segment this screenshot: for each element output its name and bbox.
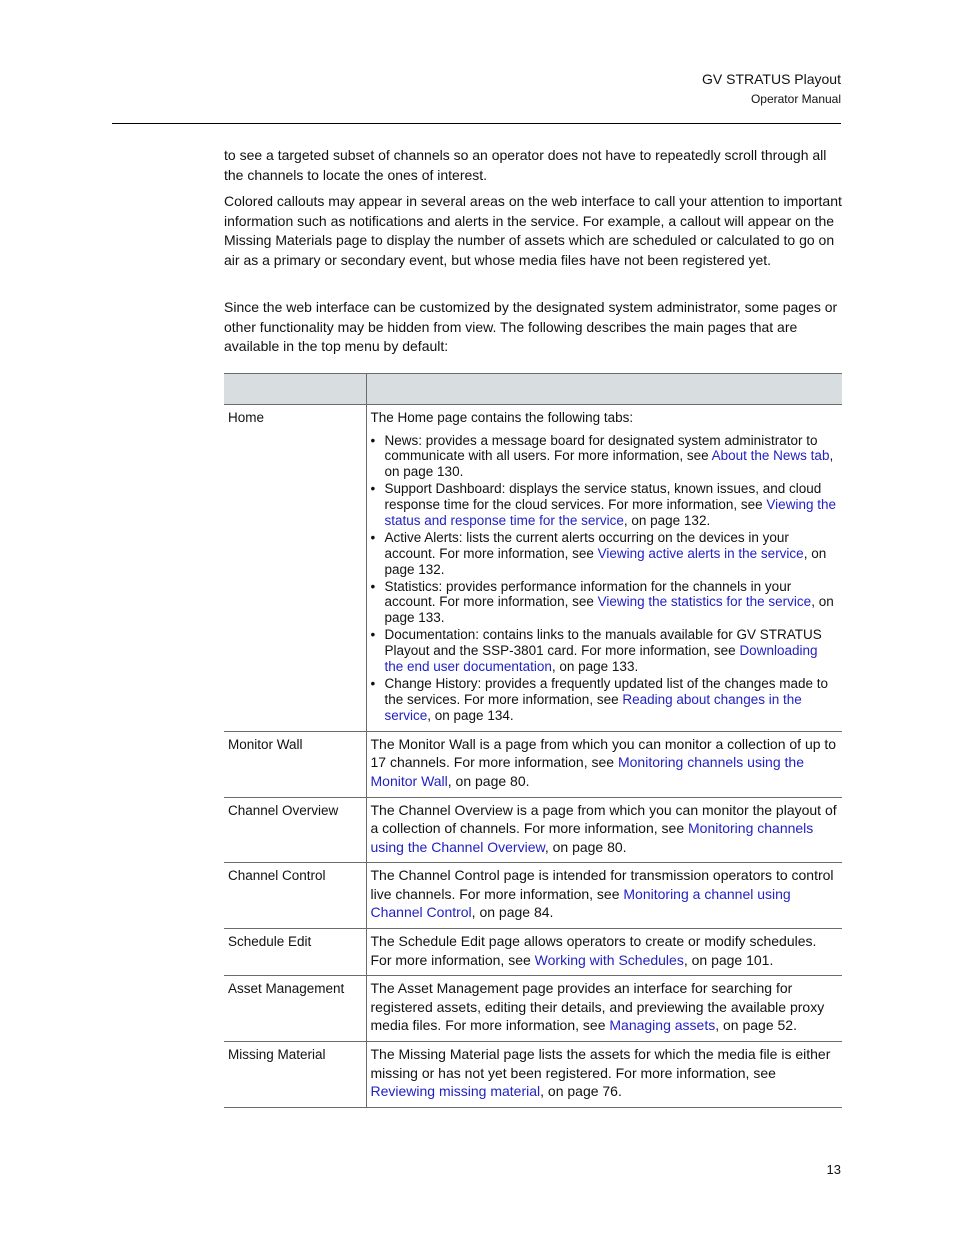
cross-reference-link[interactable]: Reading about changes in the service (384, 691, 802, 723)
cross-reference-link[interactable]: Viewing active alerts in the service (597, 545, 804, 561)
bullet-icon: • (370, 481, 376, 497)
page-reference: , on page 130. (384, 448, 834, 480)
page-reference: , on page 134. (427, 707, 514, 723)
list-item (370, 529, 839, 577)
page-description-cell (366, 797, 842, 863)
table-header-cell (366, 374, 842, 405)
cross-reference-link[interactable]: Monitoring channels using the Channel Overview (370, 820, 814, 855)
page-description-cell (366, 863, 842, 929)
list-item (370, 432, 839, 480)
page-name-cell: Channel Control (224, 863, 366, 929)
page-description-cell (366, 405, 842, 732)
cross-reference-link[interactable]: Viewing the statistics for the service (597, 594, 812, 610)
list-item (370, 676, 839, 723)
list-item (370, 578, 839, 626)
page-name-cell: Monitor Wall (224, 731, 366, 797)
table-row (224, 863, 842, 929)
header-rule (112, 123, 841, 124)
page-name-cell: Channel Overview (224, 797, 366, 863)
item-text: Documentation: contains links to the manuals available for GV STRATUS Playout and the SSP-3801 card. For more information, see (384, 627, 822, 659)
bullet-icon: • (370, 578, 376, 594)
cross-reference-link[interactable]: Viewing the status and response time for the service (384, 497, 836, 528)
description-text: The Channel Overview is a page from which you can monitor the playout of a collection of channels. For more information, see (370, 801, 837, 837)
page-reference: , on page 132. (623, 512, 711, 528)
page-reference: , on page 133. (551, 658, 639, 674)
table-row (224, 1042, 842, 1108)
table-row (224, 797, 842, 863)
page-description-cell (366, 1042, 842, 1108)
page-reference: , on page 101. (683, 951, 774, 968)
table-header-row (224, 374, 842, 405)
page-reference: , on page 84. (471, 904, 554, 921)
table-header-cell (224, 374, 366, 405)
description-text: The Monitor Wall is a page from which you can monitor a collection of up to 17 channels. For more information, see (370, 735, 837, 771)
cross-reference-link[interactable]: Managing assets (609, 1017, 716, 1034)
cross-reference-link[interactable]: Reviewing missing material (370, 1083, 541, 1100)
item-text: Active Alerts: lists the current alerts occurring on the devices in your account. For more information, see (384, 529, 789, 561)
page-reference: , on page 76. (540, 1083, 622, 1100)
cross-reference-link[interactable]: Downloading the end user documentation (384, 643, 818, 674)
header-subtitle: Operator Manual (750, 92, 841, 106)
item-text: Support Dashboard: displays the service status, known issues, and cloud response time for the cloud services. For more information, see (384, 481, 822, 513)
page-reference: , on page 133. (384, 594, 834, 626)
page-reference: , on page 80. (447, 772, 530, 789)
home-intro-text: The Home page contains the following tabs: (370, 410, 634, 425)
cross-reference-link[interactable]: Working with Schedules (534, 951, 684, 968)
bullet-icon: • (370, 432, 376, 448)
header-title: GV STRATUS Playout (701, 71, 841, 87)
page-name-cell: Schedule Edit (224, 929, 366, 976)
list-item (370, 627, 839, 674)
paragraph-3: Since the web interface can be customized by the designated system administrator, some pages or other functionality may be hidden from view. The following describes the main pages that are available in the top menu by default: (224, 299, 838, 355)
cross-reference-link[interactable]: Monitoring a channel using Channel Control (370, 885, 791, 921)
page-name-cell: Asset Management (224, 976, 366, 1042)
page-description-cell (366, 976, 842, 1042)
page-reference: , on page 132. (384, 545, 827, 577)
table-row (224, 976, 842, 1042)
page-number: 13 (826, 1162, 841, 1177)
item-text: Statistics: provides performance information for the channels in your account. For more information, see (384, 578, 792, 610)
home-tabs-list (371, 433, 839, 724)
page-name-cell: Home (224, 405, 366, 732)
item-text: Change History: provides a frequently updated list of the changes made to the services. For more information, see (384, 676, 829, 707)
bullet-icon: • (370, 627, 376, 643)
bullet-icon: • (370, 676, 376, 692)
bullet-icon: • (370, 529, 376, 545)
paragraph-2: Colored callouts may appear in several areas on the web interface to call your attention to important information such as notifications and alerts in the service. For example, a callout will appear on the Missing Materials page to display the number of assets which are scheduled or calculated to go on air as a primary or secondary event, but whose media files have not been registered yet. (224, 193, 842, 268)
table-row (224, 731, 842, 797)
pages-table (224, 373, 842, 1108)
page-reference: , on page 52. (715, 1017, 797, 1034)
page-description-cell (366, 929, 842, 976)
table-row (224, 929, 842, 976)
item-text: News: provides a message board for designated system administrator to communicate with all users. For more information, see (384, 432, 818, 464)
page-name-cell: Missing Material (224, 1042, 366, 1108)
description-text: The Channel Control page is intended for transmission operators to control live channels. For more information, see (370, 867, 834, 902)
cross-reference-link[interactable]: About the News tab (711, 448, 830, 464)
list-item (370, 481, 839, 528)
description-text: The Asset Management page provides an interface for searching for registered assets, editing their details, and previewing the available proxy media files. For more information, see (370, 980, 825, 1034)
paragraph-1: to see a targeted subset of channels so an operator does not have to repeatedly scroll through all the channels to locate the ones of interest. (224, 147, 827, 183)
page-description-cell (366, 731, 842, 797)
description-text: The Missing Material page lists the assets for which the media file is either missing or has not yet been registered. For more information, see (370, 1046, 831, 1081)
table-row (224, 405, 842, 732)
page-reference: , on page 80. (544, 838, 627, 855)
cross-reference-link[interactable]: Monitoring channels using the Monitor Wall (370, 754, 804, 789)
description-text: The Schedule Edit page allows operators to create or modify schedules. For more information, see (370, 933, 817, 968)
